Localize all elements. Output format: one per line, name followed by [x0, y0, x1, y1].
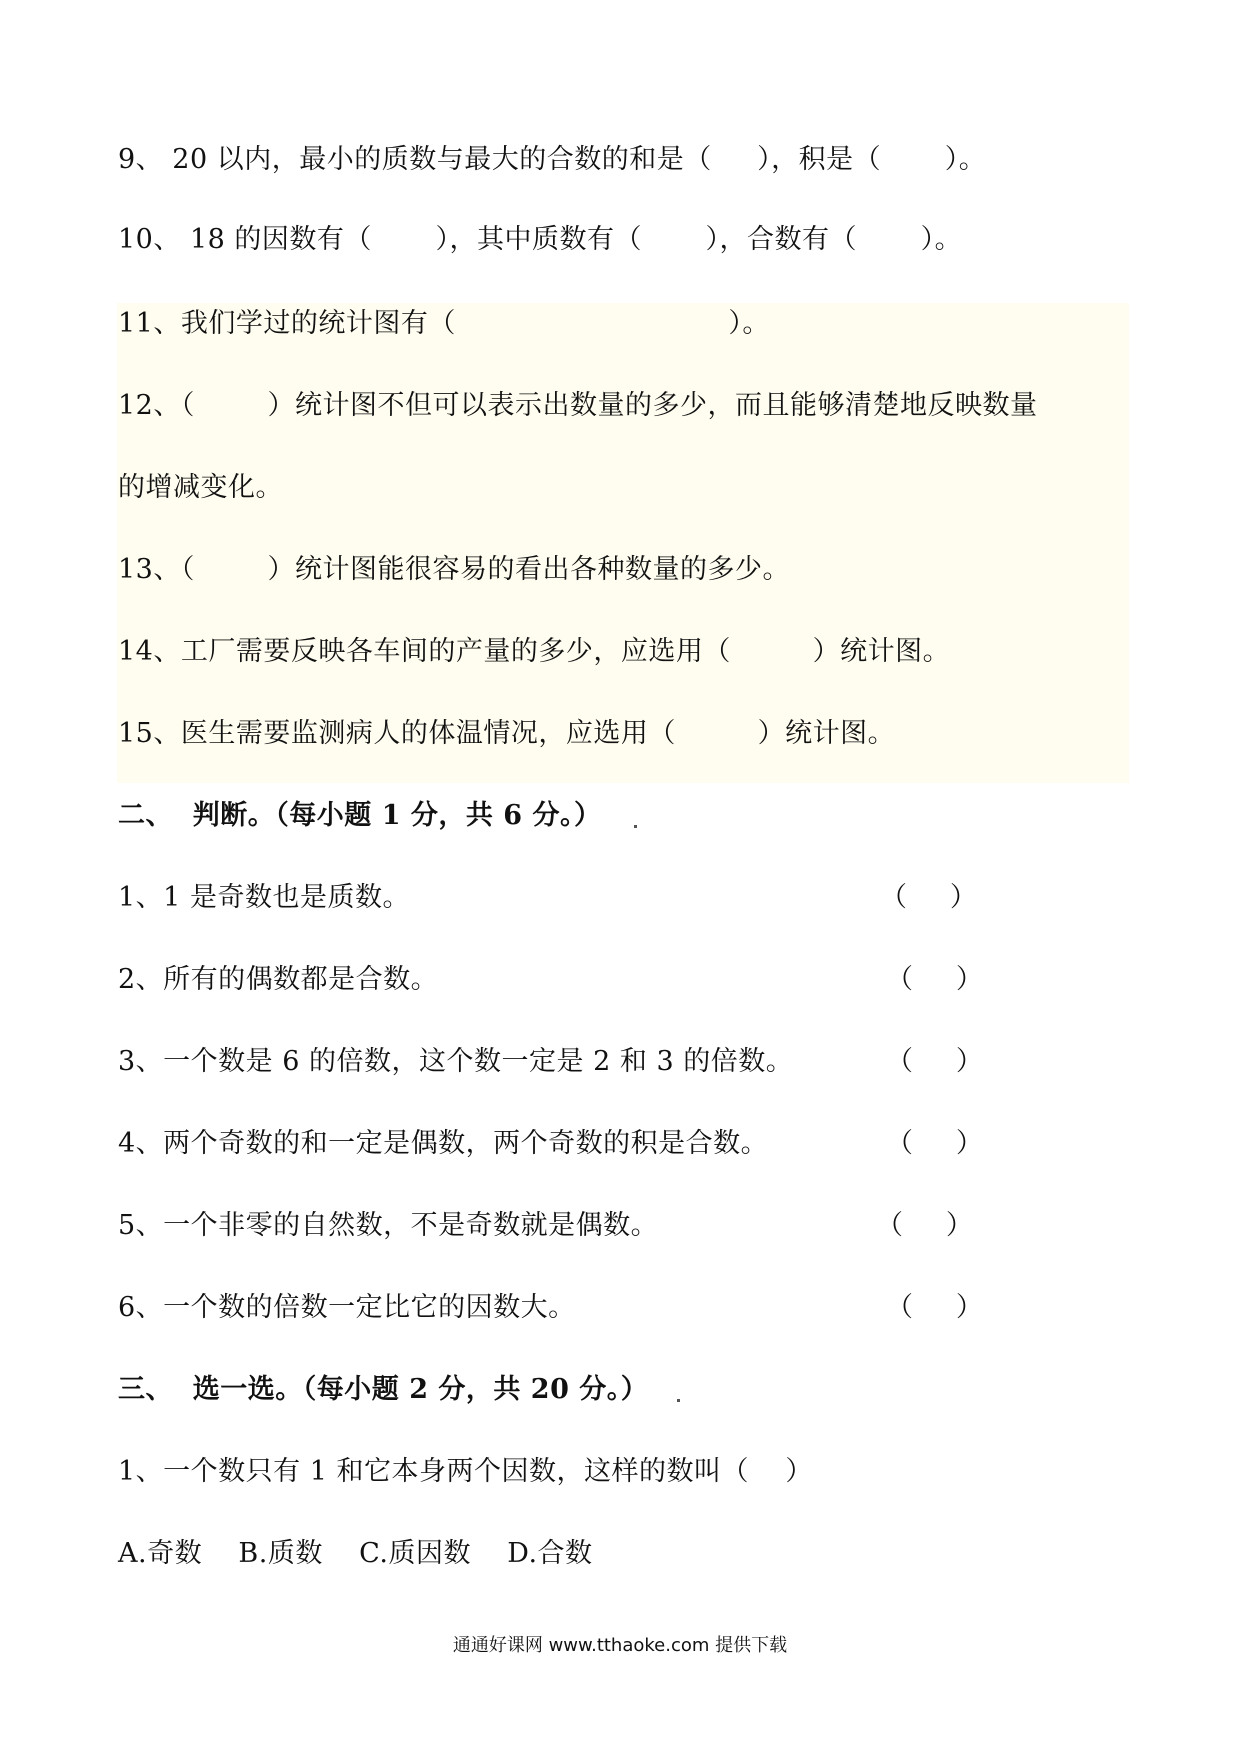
question-12-continued: 的增减变化。: [118, 472, 283, 503]
judge-item-6: 6、一个数的倍数一定比它的因数大。: [118, 1292, 576, 1323]
footer-credit: 通通好课网 www.tthaoke.com 提供下载: [452, 1635, 788, 1656]
judge-item-1: 1、1 是奇数也是质数。: [118, 882, 410, 913]
section-3-heading: 三、 选一选。（每小题 2 分，共 20 分。）: [118, 1374, 649, 1405]
section-2-heading: 二、 判断。（每小题 1 分，共 6 分。）: [118, 800, 602, 831]
question-12: 12、（ ）统计图不但可以表示出数量的多少，而且能够清楚地反映数量: [118, 390, 1038, 421]
judge-paren-3: （ ）: [886, 1046, 983, 1077]
question-14: 14、工厂需要反映各车间的产量的多少，应选用（ ）统计图。: [118, 636, 951, 667]
judge-paren-4: （ ）: [886, 1128, 983, 1159]
judge-paren-1: （ ）: [880, 882, 977, 913]
section-3-mark: [677, 1399, 680, 1402]
highlight-band: [117, 303, 1129, 783]
section-2-mark: [634, 825, 637, 828]
judge-item-4: 4、两个奇数的和一定是偶数，两个奇数的积是合数。: [118, 1128, 769, 1159]
judge-paren-2: （ ）: [886, 964, 983, 995]
choice-question-1: 1、一个数只有 1 和它本身两个因数，这样的数叫（ ）: [118, 1456, 813, 1487]
question-13: 13、（ ）统计图能很容易的看出各种数量的多少。: [118, 554, 791, 585]
judge-paren-5: （ ）: [876, 1210, 973, 1241]
judge-paren-6: （ ）: [886, 1292, 983, 1323]
judge-item-5: 5、一个非零的自然数，不是奇数就是偶数。: [118, 1210, 659, 1241]
choice-options: A.奇数 B.质数 C.质因数 D.合数: [118, 1538, 593, 1569]
question-11: 11、我们学过的统计图有（ ）。: [118, 308, 770, 339]
question-15: 15、医生需要监测病人的体温情况，应选用（ ）统计图。: [118, 718, 896, 749]
judge-item-2: 2、所有的偶数都是合数。: [118, 964, 439, 995]
question-10: 10、 18 的因数有（ ），其中质数有（ ），合数有（ ）。: [118, 224, 963, 255]
judge-item-3: 3、一个数是 6 的倍数，这个数一定是 2 和 3 的倍数。: [118, 1046, 794, 1077]
question-9: 9、 20 以内，最小的质数与最大的合数的和是（ ），积是（ ）。: [118, 144, 987, 175]
